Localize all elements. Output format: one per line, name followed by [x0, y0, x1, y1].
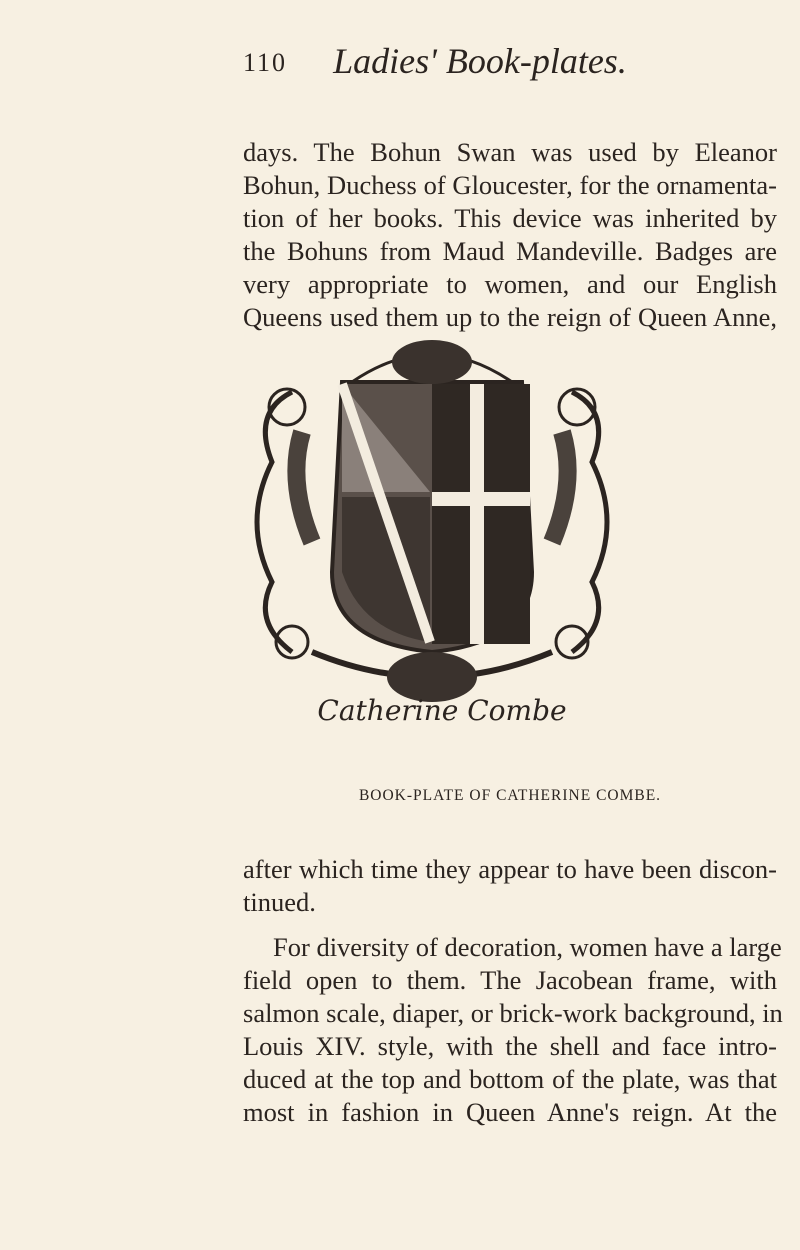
text-line: tinued. [243, 887, 316, 917]
coat-of-arms-image [232, 322, 632, 742]
text-line: field open to them. The Jacobean frame, with [243, 965, 777, 995]
text-line: Louis XIV. style, with the shell and face intro- [243, 1031, 777, 1061]
text-line: days. The Bohun Swan was used by Eleanor [243, 137, 777, 167]
text-line: Queens used them up to the reign of Queen Anne, [243, 302, 777, 332]
signature: Catherine Combe [317, 694, 567, 727]
text-line: the Bohuns from Maud Mandeville. Badges are [243, 236, 777, 266]
bookplate-engraving [232, 322, 632, 742]
text-line: salmon scale, diaper, or brick-work background, in [243, 998, 783, 1028]
text-line: most in fashion in Queen Anne's reign. At the [243, 1097, 777, 1127]
text-line: For diversity of decoration, women have a large [273, 932, 782, 962]
text-line: after which time they appear to have been discon- [243, 854, 777, 884]
text-line: tion of her books. This device was inherited by [243, 203, 777, 233]
text-line: Bohun, Duchess of Gloucester, for the ornamenta- [243, 170, 777, 200]
page-number: 110 [243, 48, 288, 77]
figure-caption: BOOK-PLATE OF CATHERINE COMBE. [358, 787, 662, 804]
text-line: very appropriate to women, and our English [243, 269, 777, 299]
text-line: duced at the top and bottom of the plate, was that [243, 1064, 777, 1094]
running-title: Ladies' Book-plates. [333, 41, 627, 81]
